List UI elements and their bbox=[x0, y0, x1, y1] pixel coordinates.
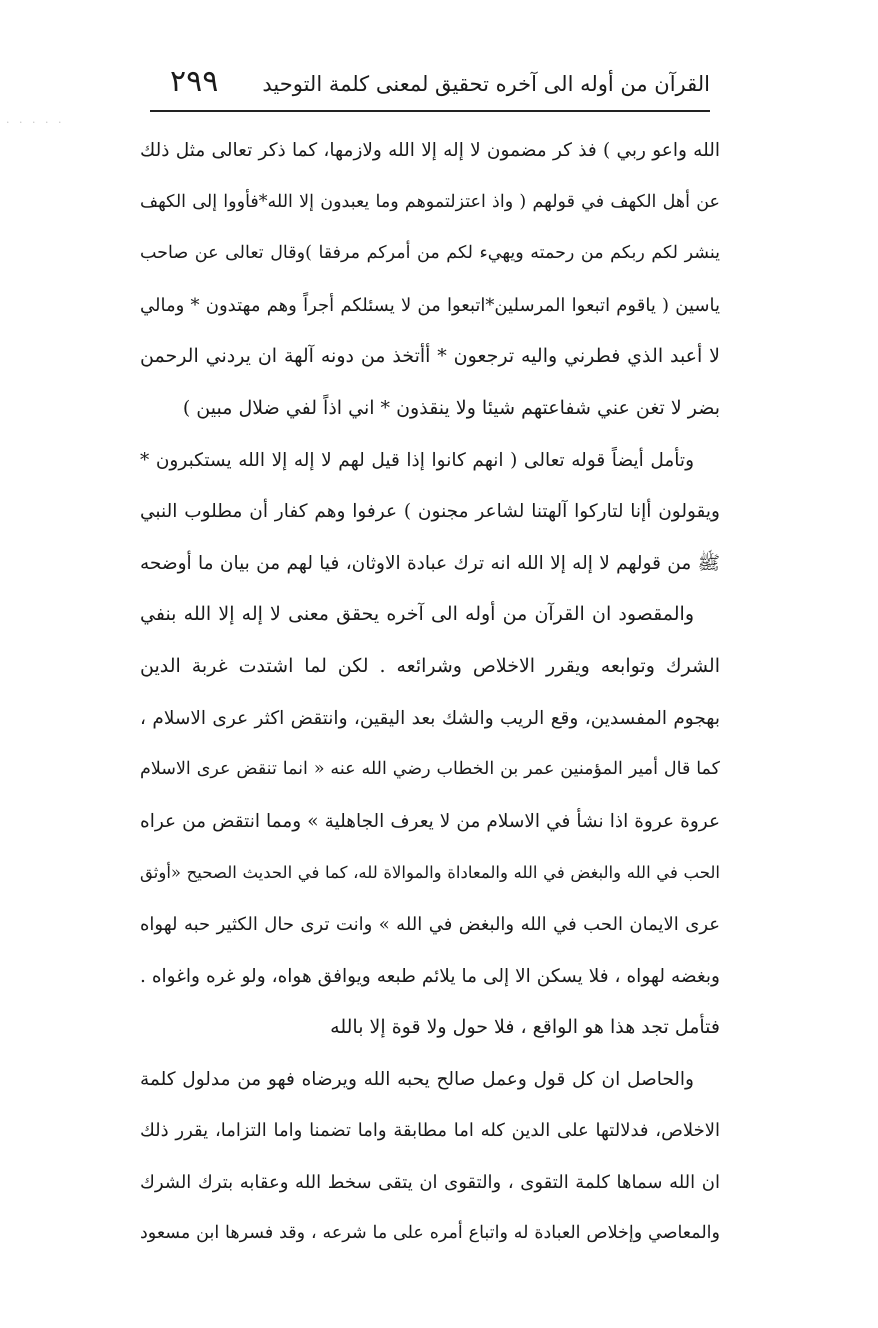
text-line: ينشر لكم ربكم من رحمته ويهيء لكم من أمركم مرفقا )وقال تعالى عن صاحب bbox=[140, 243, 720, 264]
margin-marks: · · · · · bbox=[6, 116, 65, 129]
text-line: ويقولون أإنا لتاركوا آلهتنا لشاعر مجنون ) عرفوا وهم كفار أن مطلوب النبي bbox=[140, 501, 720, 523]
text-line: وبغضه لهواه ، فلا يسكن الا إلى ما يلائم طبعه ويوافق هواه، ولو غره واغواه . bbox=[140, 965, 720, 987]
body-text bbox=[140, 125, 720, 1260]
text-line: ﷺ من قولهم لا إله إلا الله انه ترك عبادة الاوثان، فيا لهم من بيان ما أوضحه bbox=[140, 552, 720, 574]
text-line: فتأمل تجد هذا هو الواقع ، فلا حول ولا قوة إلا بالله bbox=[330, 1016, 720, 1039]
text-line: وتأمل أيضاً قوله تعالى ( انهم كانوا إذا قيل لهم لا إله إلا الله يستكبرون * bbox=[140, 449, 694, 471]
text-line: عن أهل الكهف في قولهم ( واذ اعتزلتموهم وما يعبدون إلا الله*فأووا إلى الكهف bbox=[140, 191, 720, 212]
running-title: القرآن من أوله الى آخره تحقيق لمعنى كلمة التوحيد bbox=[262, 72, 710, 96]
text-line: والمقصود ان القرآن من أوله الى آخره يحقق معنى لا إله إلا الله بنفي bbox=[140, 603, 694, 626]
text-line: لا أعبد الذي فطرني واليه ترجعون * أأتخذ من دونه آلهة ان يردني الرحمن bbox=[140, 345, 720, 368]
text-line: الاخلاص، فدلالتها على الدين كله اما مطابقة واما تضمنا واما التزاما، يقرر ذلك bbox=[140, 1120, 720, 1142]
text-line: عرى الايمان الحب في الله والبغض في الله » وانت ترى حال الكثير حبه لهواه bbox=[140, 913, 720, 935]
text-line: ياسين ( ياقوم اتبعوا المرسلين*اتبعوا من لا يسئلكم أجراً وهم مهتدون * ومالي bbox=[140, 294, 720, 316]
text-line: والحاصل ان كل قول وعمل صالح يحبه الله ويرضاه فهو من مدلول كلمة bbox=[140, 1068, 694, 1090]
text-line: الشرك وتوابعه ويقرر الاخلاص وشرائعه . لكن لما اشتدت غربة الدين bbox=[140, 654, 720, 677]
page-header bbox=[150, 62, 710, 106]
text-line: الله واعو ربي ) فذ كر مضمون لا إله إلا الله ولازمها، كما ذكر تعالى مثل ذلك bbox=[140, 140, 720, 161]
header-rule bbox=[150, 110, 710, 112]
text-line: عروة عروة اذا نشأ في الاسلام من لا يعرف الجاهلية » ومما انتقض من عراه bbox=[140, 810, 720, 832]
text-line: الحب في الله والبغض في الله والمعاداة والموالاة لله، كما في الحديث الصحيح «أوثق bbox=[140, 863, 720, 883]
text-line: والمعاصي وإخلاص العبادة له واتباع أمره على ما شرعه ، وقد فسرها ابن مسعود bbox=[140, 1223, 720, 1244]
text-line: بهجوم المفسدين، وقع الريب والشك بعد اليقين، وانتقض اكثر عرى الاسلام ، bbox=[140, 707, 720, 729]
page-number: ٢٩٩ bbox=[170, 64, 219, 99]
text-line: بضر لا تغن عني شفاعتهم شيئا ولا ينقذون * اني اذاً لفي ضلال مبين ) bbox=[182, 396, 720, 419]
text-line: ان الله سماها كلمة التقوى ، والتقوى ان يتقى سخط الله وعقابه بترك الشرك bbox=[140, 1171, 720, 1193]
text-line: كما قال أمير المؤمنين عمر بن الخطاب رضي الله عنه « انما تنقض عرى الاسلام bbox=[140, 759, 720, 780]
